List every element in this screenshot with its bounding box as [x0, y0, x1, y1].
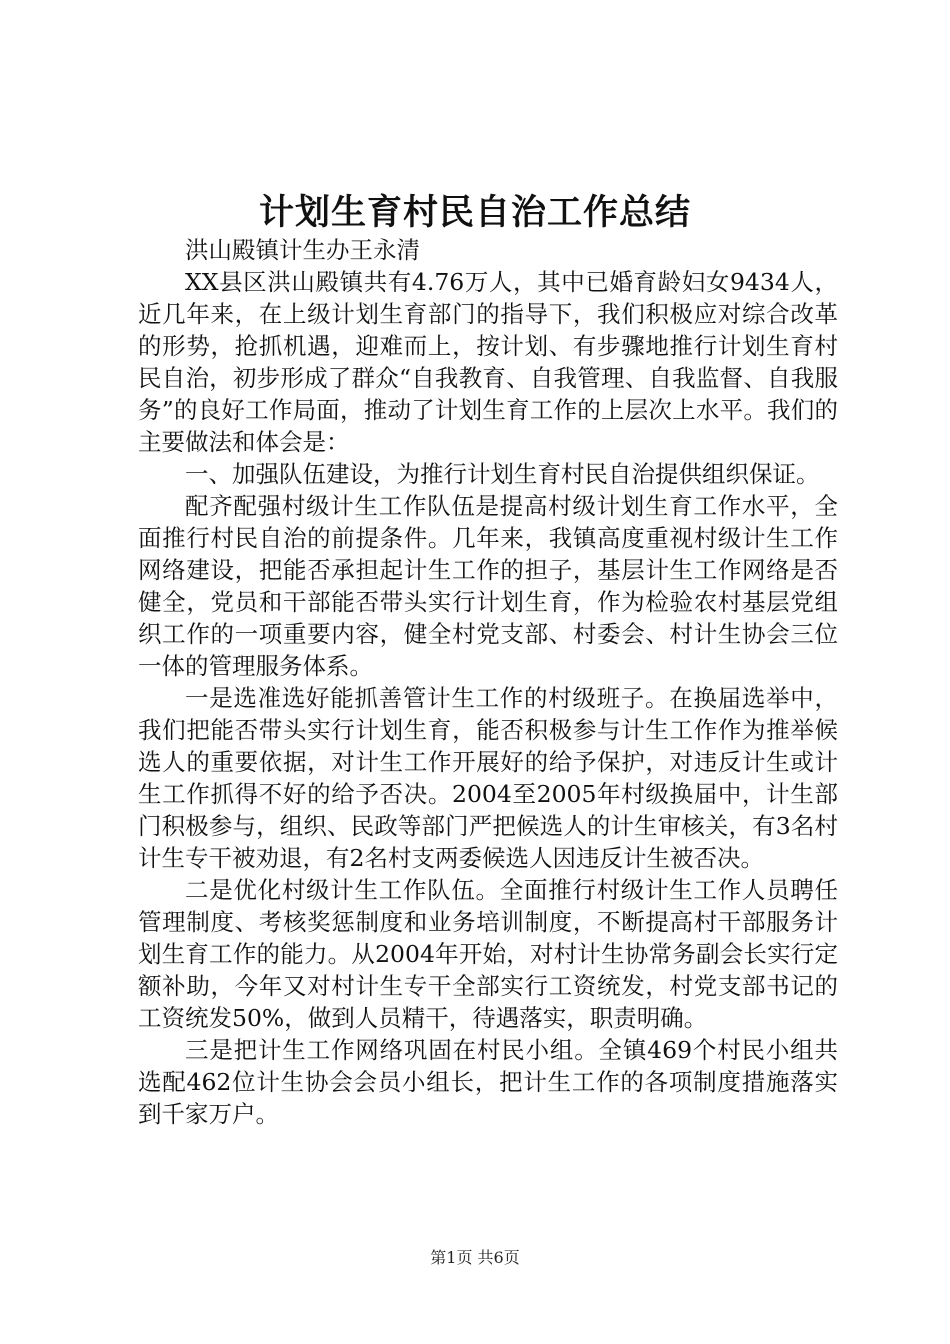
paragraph-point-2: 二是优化村级计生工作队伍。全面推行村级计生工作人员聘任管理制度、考核奖惩制度和业务培训制度，不断提高村干部服务计划生育工作的能力。从2004年开始，对村计生协常务副会长实行定额补助，今年又对村计生专干全部实行工资统发，村党支部书记的工资统发50%，做到人员精干，待遇落实，职责明确。 — [138, 876, 838, 1032]
document-title: 计划生育村民自治工作总结 — [258, 192, 691, 233]
paragraph-point-3: 三是把计生工作网络巩固在村民小组。全镇469个村民小组共选配462位计生协会会员小组长，把计生工作的各项制度措施落实到千家万户。 — [138, 1036, 838, 1128]
paragraph-team: 配齐配强村级计生工作队伍是提高村级计划生育工作水平，全面推行村民自治的前提条件。几年来，我镇高度重视村级计生工作网络建设，把能否承担起计生工作的担子，基层计生工作网络是否健全，党员和干部能否带头实行计划生育，作为检验农村基层党组织工作的一项重要内容，健全村党支部、村委会、村计生协会三位一体的管理服务体系。 — [138, 492, 838, 680]
paragraph-point-1: 一是选准选好能抓善管计生工作的村级班子。在换届选举中，我们把能否带头实行计划生育，能否积极参与计生工作作为推举候选人的重要依据，对计生工作开展好的给予保护，对违反计生或计生工作抓得不好的给予否决。2004至2005年村级换届中，计生部门积极参与，组织、民政等部门严把候选人的计生审核关，有3名村计生专干被劝退，有2名村支两委候选人因违反计生被否决。 — [138, 684, 838, 872]
paragraph-intro: XX县区洪山殿镇共有4.76万人，其中已婚育龄妇女9434人，近几年来，在上级计划生育部门的指导下，我们积极应对综合改革的形势，抢抓机遇，迎难而上，按计划、有步骤地推行计划生育村民自治，初步形成了群众“自我教育、自我管理、自我监督、自我服务”的良好工作局面，推动了计划生育工作的上层次上水平。我们的主要做法和体会是： — [138, 268, 838, 456]
author-line: 洪山殿镇计生办王永清 — [185, 236, 420, 264]
document-body — [138, 234, 838, 1130]
page-footer: 第1页 共6页 — [430, 1248, 520, 1267]
section-heading-1: 一、加强队伍建设，为推行计划生育村民自治提供组织保证。 — [185, 460, 820, 488]
